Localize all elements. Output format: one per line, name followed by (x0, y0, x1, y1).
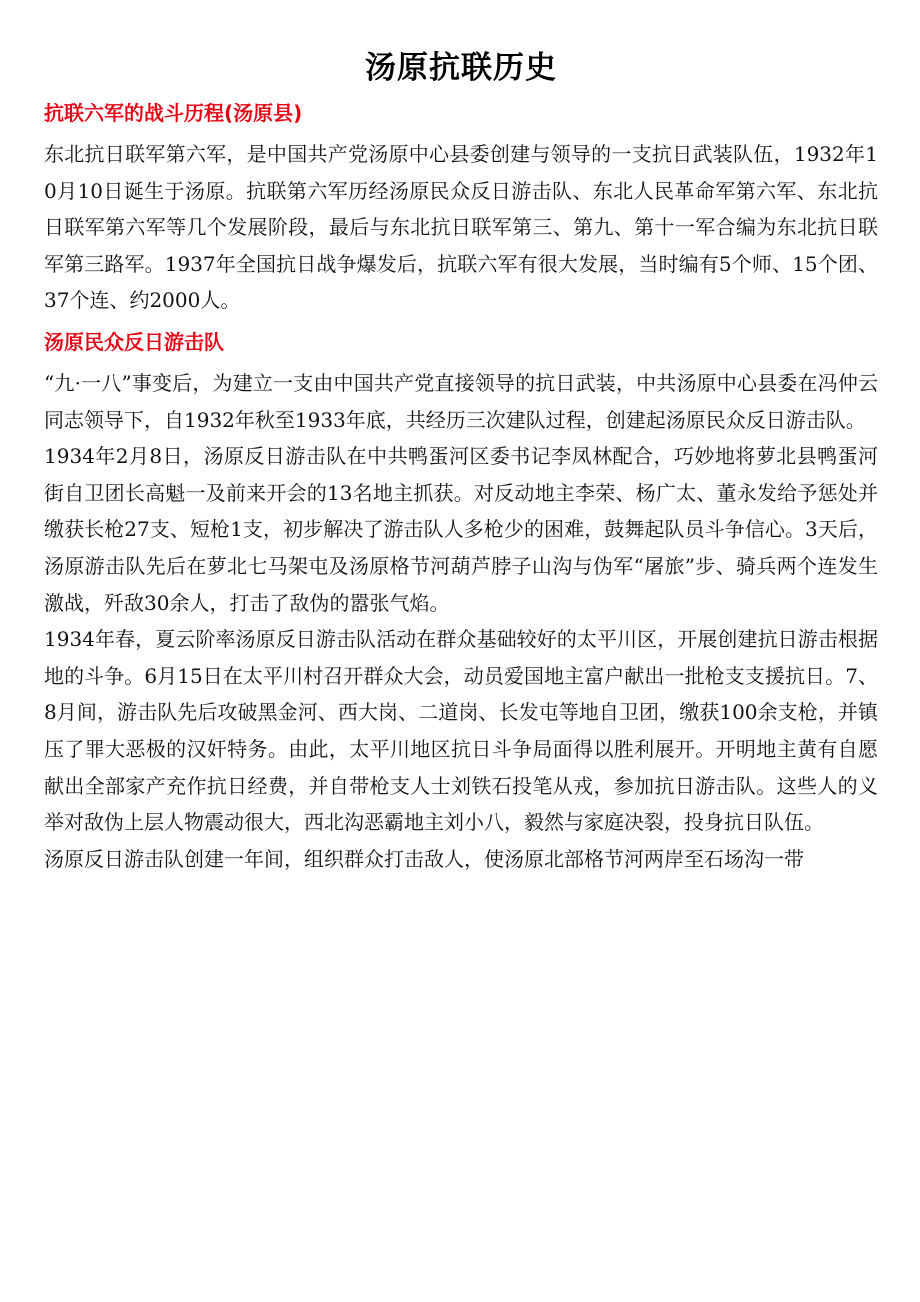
section-heading-sixth-army: 抗联六军的战斗历程(汤原县) (44, 101, 303, 125)
paragraph: 汤原反日游击队创建一年间，组织群众打击敌人，使汤原北部格节河两岸至石场沟一带 (44, 846, 804, 871)
paragraph: 1934年2月8日，汤原反日游击队在中共鸭蛋河区委书记李凤林配合，巧妙地将萝北县鸭蛋河街自卫团长高魁一及前来开会的13名地主抓获。对反动地主李荣、杨广太、董永发给予惩处并缴获长枪27支、短枪1支，初步解决了游击队人多枪少的困难，鼓舞起队员斗争信心。3天后，汤原游击队先后在萝北七马架屯及汤原格节河葫芦脖子山沟与伪军“屠旅”步、骑兵两个连发生激战，歼敌30余人，打击了敌伪的嚣张气焰。 (44, 444, 878, 615)
paragraph: 1934年春，夏云阶率汤原反日游击队活动在群众基础较好的太平川区，开展创建抗日游击根据地的斗争。6月15日在太平川村召开群众大会，动员爱国地主富户献出一批枪支支援抗日。7、8月间，游击队先后攻破黑金河、西大岗、二道岗、长发屯等地自卫团，缴获100余支枪，并镇压了罪大恶极的汉奸特务。由此，太平川地区抗日斗争局面得以胜利展开。开明地主黄有自愿献出全部家产充作抗日经费，并自带枪支人士刘铁石投笔从戎，参加抗日游击队。这些人的义举对敌伪上层人物震动很大，西北沟恶霸地主刘小八，毅然与家庭决裂，投身抗日队伍。 (44, 627, 878, 835)
document-body (44, 46, 878, 877)
paragraph: “九·一八”事变后，为建立一支由中国共产党直接领导的抗日武装，中共汤原中心县委在冯仲云同志领导下，自1932年秋至1933年底，共经历三次建队过程，创建起汤原民众反日游击队。 (44, 370, 878, 432)
section-heading-guerrilla-team: 汤原民众反日游击队 (44, 329, 224, 354)
document-title: 汤原抗联历史 (365, 50, 557, 86)
paragraph: 东北抗日联军第六军，是中国共产党汤原中心县委创建与领导的一支抗日武装队伍，1932年10月10日诞生于汤原。抗联第六军历经汤原民众反日游击队、东北人民革命军第六军、东北抗日联军第六军等几个发展阶段，最后与东北抗日联军第三、第九、第十一军合编为东北抗日联军第三路军。1937年全国抗日战争爆发后，抗联六军有很大发展，当时编有5个师、15个团、37个连、约2000人。 (44, 142, 878, 313)
